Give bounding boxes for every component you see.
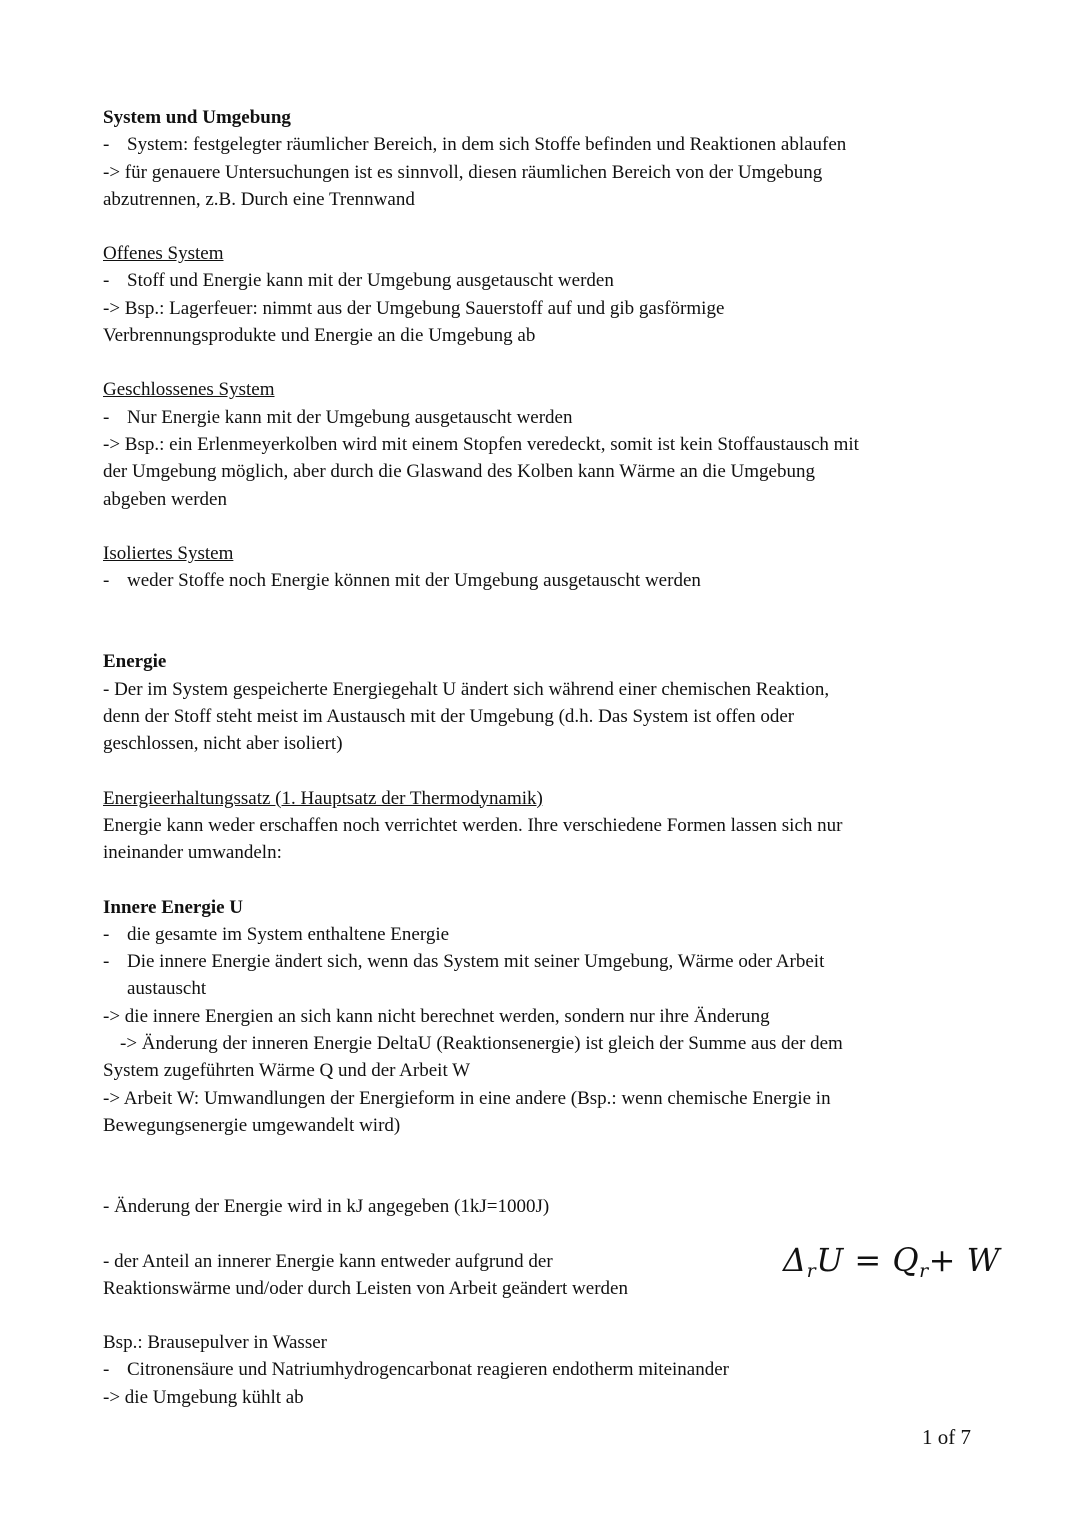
text-line: Reaktionswärme und/oder durch Leisten von Arbeit geändert werden bbox=[103, 1277, 628, 1299]
bullet-dash: - bbox=[103, 570, 110, 592]
text-line: abzutrennen, z.B. Durch eine Trennwand bbox=[103, 188, 415, 210]
text-line: Verbrennungsprodukte und Energie an die Umgebung ab bbox=[103, 325, 536, 347]
formula-subscript: r bbox=[919, 1259, 929, 1282]
list-item-text: austauscht bbox=[127, 978, 207, 1000]
list-item-text: Citronensäure und Natriumhydrogencarbonat reagieren endotherm miteinander bbox=[127, 1359, 729, 1381]
text-line: System zugeführten Wärme Q und der Arbeit W bbox=[103, 1060, 471, 1082]
text-line: ineinander umwandeln: bbox=[103, 842, 282, 864]
list-item-text: weder Stoffe noch Energie können mit der Umgebung ausgetauscht werden bbox=[127, 570, 701, 592]
text-line: Bewegungsenergie umgewandelt wird) bbox=[103, 1114, 401, 1136]
text-line: -> Bsp.: Lagerfeuer: nimmt aus der Umgebung Sauerstoff auf und gib gasförmige bbox=[103, 297, 725, 319]
text-line: - Der im System gespeicherte Energiegehalt U ändert sich während einer chemischen Reaktion, bbox=[103, 678, 830, 700]
list-item-text: die gesamte im System enthaltene Energie bbox=[127, 923, 450, 945]
list-item-text: Stoff und Energie kann mit der Umgebung ausgetauscht werden bbox=[127, 270, 614, 292]
text-line: - der Anteil an innerer Energie kann entweder aufgrund der bbox=[103, 1250, 553, 1272]
bullet-dash: - bbox=[103, 1359, 110, 1381]
bullet-dash: - bbox=[103, 270, 110, 292]
list-item bbox=[103, 948, 983, 1003]
heading-isolated-system: Isoliertes System bbox=[103, 542, 234, 564]
text-line: -> die innere Energien an sich kann nicht berechnet werden, sondern nur ihre Änderung bbox=[103, 1005, 770, 1027]
text-line: der Umgebung möglich, aber durch die Glaswand des Kolben kann Wärme an die Umgebung bbox=[103, 461, 815, 483]
text-line: -> Arbeit W: Umwandlungen der Energieform in eine andere (Bsp.: wenn chemische Energie in bbox=[103, 1087, 831, 1109]
bullet-dash: - bbox=[103, 134, 110, 156]
list-item bbox=[103, 921, 983, 948]
formula-q: Q bbox=[892, 1240, 920, 1279]
formula-u: U bbox=[816, 1240, 844, 1279]
text-line: denn der Stoff steht meist im Austausch mit der Umgebung (d.h. Das System ist offen oder bbox=[103, 706, 795, 728]
text-line: -> Änderung der inneren Energie DeltaU (Reaktionsenergie) ist gleich der Summe aus der dem bbox=[120, 1033, 843, 1055]
page-number: 1 of 7 bbox=[922, 1425, 971, 1449]
section-title-inner-energy: Innere Energie U bbox=[103, 896, 244, 918]
heading-conservation: Energieerhaltungssatz (1. Hauptsatz der Thermodynamik) bbox=[103, 787, 543, 809]
bullet-dash: - bbox=[103, 406, 110, 428]
text-line: Energie kann weder erschaffen noch verrichtet werden. Ihre verschiedene Formen lassen sich nur bbox=[103, 814, 843, 836]
formula-plus-w: + W bbox=[928, 1240, 1001, 1279]
section-title-energy: Energie bbox=[103, 651, 167, 673]
text-line: -> die Umgebung kühlt ab bbox=[103, 1386, 304, 1408]
text-line: Bsp.: Brausepulver in Wasser bbox=[103, 1332, 327, 1354]
list-item bbox=[103, 404, 983, 431]
heading-closed-system: Geschlossenes System bbox=[103, 379, 275, 401]
formula-delta: Δ bbox=[783, 1240, 807, 1279]
text-line: - Änderung der Energie wird in kJ angegeben (1kJ=1000J) bbox=[103, 1196, 550, 1218]
formula-row bbox=[103, 1240, 1001, 1303]
energy-formula bbox=[783, 1240, 1000, 1291]
bullet-dash: - bbox=[103, 923, 110, 945]
list-item-text: Nur Energie kann mit der Umgebung ausgetauscht werden bbox=[127, 406, 573, 428]
list-item bbox=[103, 131, 983, 158]
section-title-system: System und Umgebung bbox=[103, 107, 291, 128]
document-page bbox=[103, 104, 1001, 1411]
list-item bbox=[103, 267, 983, 294]
text-line: -> Bsp.: ein Erlenmeyerkolben wird mit einem Stopfen veredeckt, somit ist kein Stoffaustausch mit bbox=[103, 433, 859, 455]
bullet-dash: - bbox=[103, 951, 110, 973]
heading-open-system: Offenes System bbox=[103, 243, 224, 265]
text-line: -> für genauere Untersuchungen ist es sinnvoll, diesen räumlichen Bereich von der Umgebung bbox=[103, 161, 823, 183]
formula-equals: = bbox=[843, 1240, 893, 1279]
list-item-text: Die innere Energie ändert sich, wenn das System mit seiner Umgebung, Wärme oder Arbeit bbox=[127, 951, 825, 973]
list-item-text: System: festgelegter räumlicher Bereich, in dem sich Stoffe befinden und Reaktionen ablaufen bbox=[127, 134, 847, 156]
formula-subscript: r bbox=[806, 1259, 817, 1282]
list-item bbox=[103, 1356, 983, 1383]
text-line: geschlossen, nicht aber isoliert) bbox=[103, 733, 343, 755]
list-item bbox=[103, 567, 983, 594]
text-line: abgeben werden bbox=[103, 488, 227, 510]
